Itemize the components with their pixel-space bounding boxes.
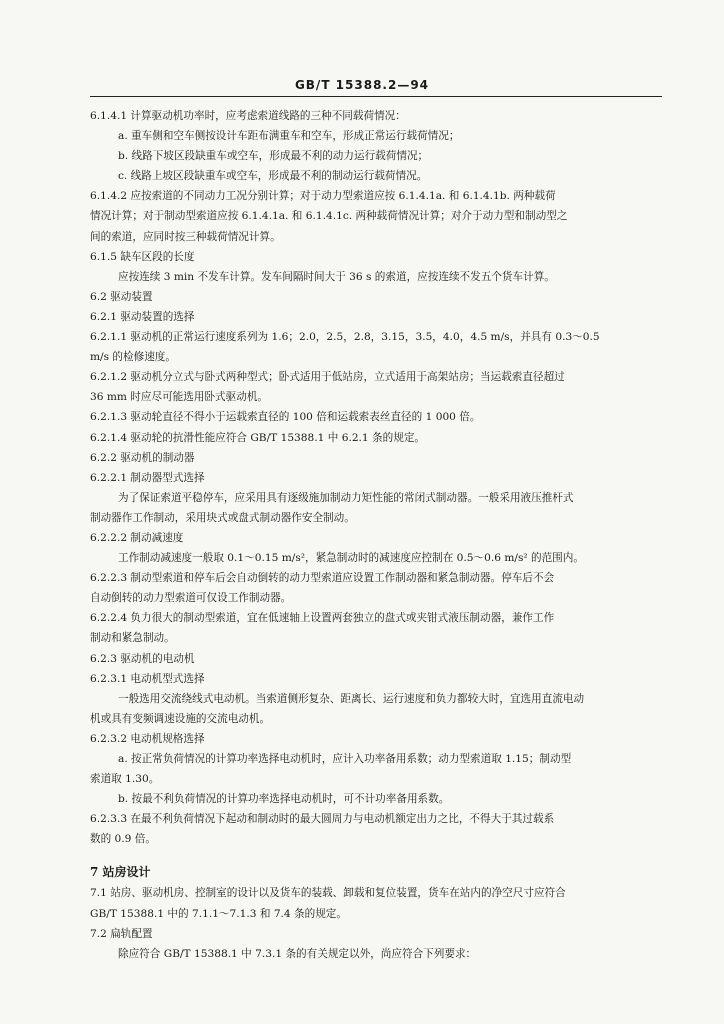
text-line: 机或具有变频调速设施的交流电动机。: [90, 712, 271, 725]
text-line: b. 线路下坡区段缺重车或空车，形成最不利的动力运行载荷情况；: [118, 150, 429, 163]
text-line: 7.1 站房、驱动机房、控制室的设计以及货车的装载、卸载和复位装置，货车在站内的净空尺寸应符合: [90, 887, 566, 900]
section-heading: 7 站房设计: [90, 865, 151, 880]
text-line: 6.1.5 缺车区段的长度: [90, 250, 195, 263]
text-line: 6.2.3.3 在最不利负荷情况下起动和制动时的最大圆周力与电动机额定出力之比，不得大于其过载系: [90, 813, 555, 826]
header-rule: [90, 96, 662, 97]
text-line: 6.2.2.3 制动型索道和停车后会自动倒转的动力型索道应设置工作制动器和紧急制动器。停车后不会: [90, 572, 555, 585]
text-line: 应按连续 3 min 不发车计算。发车间隔时间大于 36 s 的索道，应按连续不发五个货车计算。: [118, 270, 555, 283]
text-line: m/s 的检修速度。: [90, 351, 176, 364]
text-line: 6.1.4.1 计算驱动机功率时，应考虑索道线路的三种不同载荷情况：: [90, 110, 406, 122]
text-line: 6.2.1.1 驱动机的正常运行速度系列为 1.6；2.0，2.5，2.8，3.15，3.5，4.0，4.5 m/s，并具有 0.3～0.5: [90, 331, 600, 344]
text-line: 6.2.1.2 驱动机分立式与卧式两种型式；卧式适用于低站房，立式适用于高架站房；当运载索直径超过: [90, 371, 565, 384]
text-line: 一般选用交流绕线式电动机。当索道侧形复杂、距离长、运行速度和负力都较大时，宜选用直流电动: [118, 692, 585, 705]
text-line: 6.2.3 驱动机的电动机: [90, 652, 195, 665]
text-line: 制动和紧急制动。: [90, 632, 175, 645]
standard-number-header: GB/T 15388.2—94: [294, 78, 430, 92]
text-line: GB/T 15388.1 中的 7.1.1～7.1.3 和 7.4 条的规定。: [90, 907, 347, 920]
section-6-text: [90, 106, 662, 849]
text-line: 为了保证索道平稳停车，应采用具有逐级施加制动力矩性能的常闭式制动器。一般采用液压推杆式: [118, 491, 574, 504]
text-line: 6.2.1 驱动装置的选择: [90, 310, 195, 323]
text-line: 间的索道，应同时按三种载荷情况计算。: [90, 230, 281, 243]
body-text: [90, 106, 662, 964]
section-7-text: [90, 883, 662, 963]
text-line: 6.2.1.4 驱动轮的抗滑性能应符合 GB/T 15388.1 中 6.2.1 条的规定。: [90, 431, 426, 444]
text-line: 自动倒转的动力型索道可仅设工作制动器。: [90, 592, 292, 605]
text-line: 6.2 驱动装置: [90, 290, 153, 303]
text-line: 6.2.1.3 驱动轮直径不得小于运载索直径的 100 倍和运载索表丝直径的 1 000 倍。: [90, 411, 481, 424]
text-line: 36 mm 时应尽可能选用卧式驱动机。: [90, 391, 269, 404]
text-line: 制动器作工作制动，采用块式或盘式制动器作安全制动。: [90, 511, 355, 524]
text-line: a. 重车侧和空车侧按设计车距布满重车和空车，形成正常运行载荷情况；: [118, 130, 460, 143]
text-line: 情况计算；对于制动型索道应按 6.1.4.1a. 和 6.1.4.1c. 两种载荷情况计算；对介于动力型和制动型之: [90, 210, 568, 223]
text-line: 除应符合 GB/T 15388.1 中 7.3.1 条的有关规定以外，尚应符合下列要求：: [118, 947, 477, 960]
text-line: b. 按最不利负荷情况的计算功率选择电动机时，可不计功率备用系数。: [118, 793, 450, 806]
text-line: 6.2.2 驱动机的制动器: [90, 451, 195, 464]
text-line: 6.2.3.1 电动机型式选择: [90, 672, 205, 685]
text-line: 6.2.2.4 负力很大的制动型索道，宜在低速轴上设置两套独立的盘式或夹钳式液压制动器，兼作工作: [90, 612, 555, 625]
text-line: 6.2.2.2 制动减速度: [90, 531, 184, 544]
text-line: c. 线路上坡区段缺重车或空车，形成最不利的制动运行载荷情况。: [118, 170, 428, 183]
text-line: 7.2 扁轨配置: [90, 927, 153, 940]
text-line: 数的 0.9 倍。: [90, 833, 156, 846]
text-line: 索道取 1.30。: [90, 773, 160, 786]
text-line: 6.2.2.1 制动器型式选择: [90, 471, 205, 484]
text-line: a. 按正常负荷情况的计算功率选择电动机时，应计入功率备用系数；动力型索道取 1.15；制动型: [118, 753, 572, 765]
text-line: 工作制动减速度一般取 0.1～0.15 m/s²，紧急制动时的减速度应控制在 0.5～0.6 m/s² 的范围内。: [118, 552, 584, 565]
text-line: 6.1.4.2 应按索道的不同动力工况分别计算；对于动力型索道应按 6.1.4.1a. 和 6.1.4.1b. 两种载荷: [90, 190, 556, 203]
text-line: 6.2.3.2 电动机规格选择: [90, 732, 205, 745]
